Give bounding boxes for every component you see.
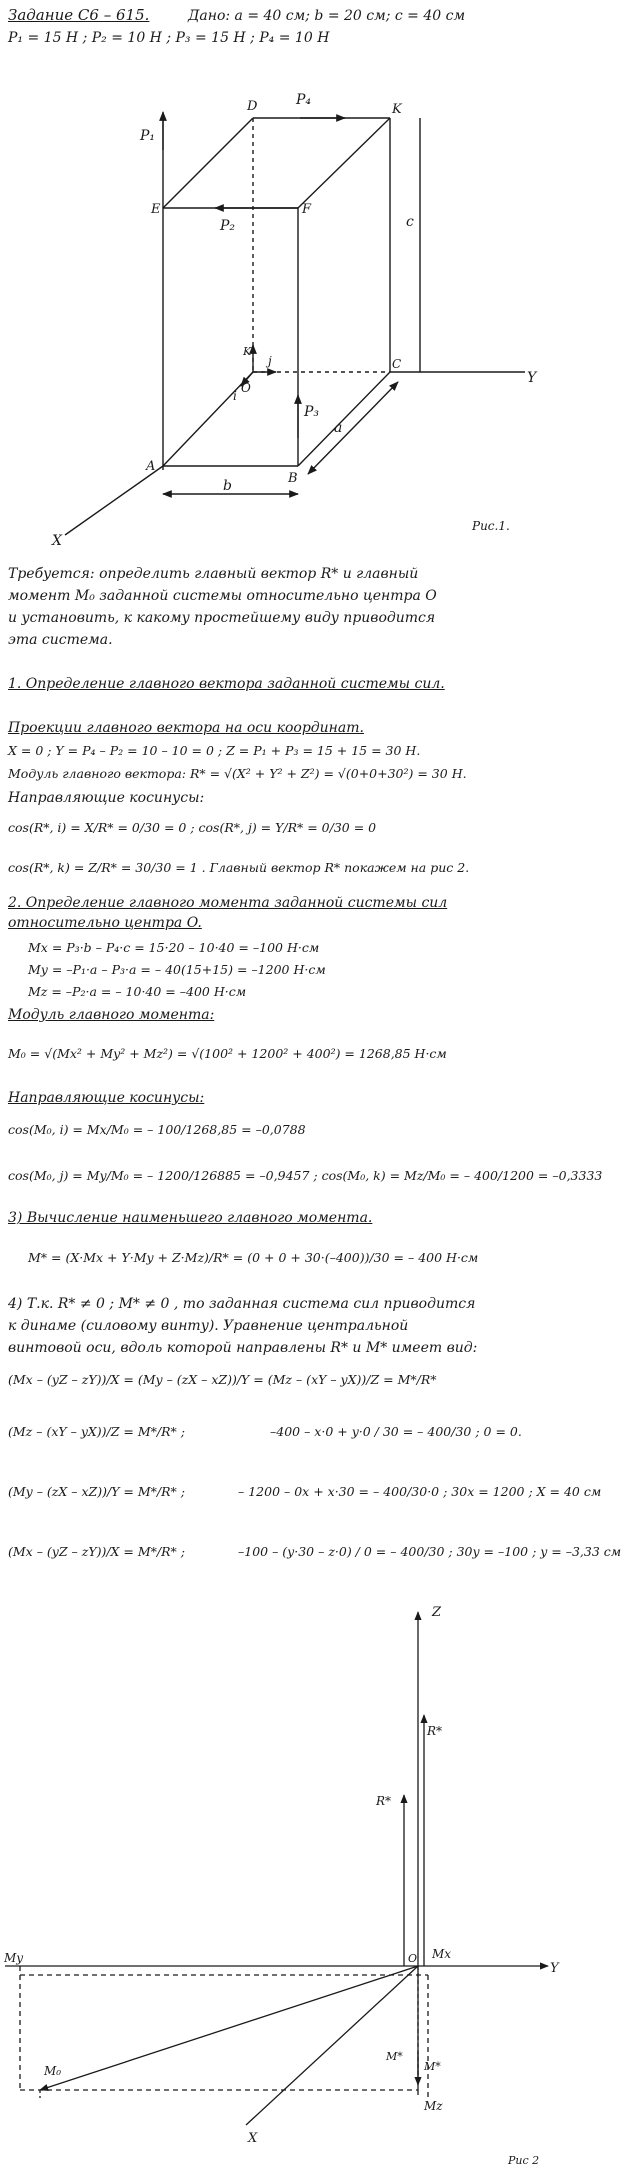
fig2-label-z: Z (432, 1605, 442, 1620)
fig2-label-x: X (248, 2131, 258, 2146)
figure-1-diagram (0, 0, 638, 560)
fig2-label-mo: M₀ (44, 2064, 62, 2078)
required-line-2: момент M₀ заданной системы относительно центра O (8, 588, 437, 604)
required-line-4: эта система. (8, 632, 113, 648)
x-axis-inner (163, 372, 253, 466)
s4-equation: (Mx – (yZ – zY))/X = (My – (zX – xZ))/Y = (Mz – (xY – yX))/Z = M*/R* (8, 1372, 437, 1387)
label-p3: P₃ (304, 404, 320, 420)
fig2-mo-vector (40, 1966, 418, 2090)
label-A: A (146, 459, 156, 474)
s4-line-3: винтовой оси, вдоль которой направлены R* и M* имеет вид: (8, 1340, 478, 1356)
s4-row3-right: –100 – (y·30 – z·0) / 0 = – 400/30 ; 30y = –100 ; y = –3,33 см (238, 1544, 622, 1559)
s4-row1-left: (Mz – (xY – yX))/Z = M*/R* ; (8, 1424, 185, 1439)
fig2-caption: Рис 2 (508, 2154, 540, 2167)
label-p4: P₄ (296, 92, 312, 108)
dim-a (308, 382, 398, 474)
fig2-label-mz: Mz (424, 2099, 443, 2113)
label-E: E (151, 202, 161, 217)
label-O: O (241, 381, 251, 395)
required-line-3: и установить, к какому простейшему виду приводится (8, 610, 436, 626)
given-forces: P₁ = 15 Н ; P₂ = 10 Н ; P₃ = 15 Н ; P₄ = 10 Н (8, 30, 330, 46)
label-c: c (406, 214, 414, 230)
label-p1: P₁ (140, 128, 156, 144)
s2-modulus: M₀ = √(Mx² + My² + Mz²) = √(100² + 1200² + 400²) = 1268,85 Н·см (8, 1046, 447, 1061)
task-title: Задание С6 – 615. (8, 6, 150, 24)
s4-row3-left: (Mx – (yZ – zY))/X = M*/R* ; (8, 1544, 185, 1559)
s3-formula: M* = (X·Mx + Y·My + Z·Mz)/R* = (0 + 0 + 30·(–400))/30 = – 400 Н·см (28, 1250, 479, 1265)
s4-line-1: 4) Т.к. R* ≠ 0 ; M* ≠ 0 , то заданная система сил приводится (8, 1296, 476, 1312)
s4-line-2: к динаме (силовому винту). Уравнение центральной (8, 1318, 409, 1334)
s2-cos-line-2: cos(M₀, j) = My/M₀ = – 1200/126885 = –0,9457 ; cos(M₀, k) = Mz/M₀ = – 400/1200 = –0,3333 (8, 1168, 603, 1183)
s1-title: 1. Определение главного вектора заданной системы сил. (8, 676, 445, 692)
fig2-label-o: O (408, 1952, 418, 1965)
fig2-label-mx: Mx (432, 1947, 452, 1961)
s2-cos-line-1: cos(M₀, i) = Mx/M₀ = – 100/1268,85 = –0,0788 (8, 1122, 306, 1137)
label-y: Y (527, 370, 537, 386)
s1-cos-line-1: cos(R*, i) = X/R* = 0/30 = 0 ; cos(R*, j) = Y/R* = 0/30 = 0 (8, 820, 377, 835)
s2-my: My = –P₁·a – P₃·a = – 40(15+15) = –1200 Н·см (28, 962, 326, 977)
fig2-label-mstar-2: M* (424, 2060, 441, 2073)
edge-DE (163, 118, 253, 208)
fig2-label-rstar: R* (427, 1724, 443, 1738)
s2-title-1: 2. Определение главного момента заданной системы сил (8, 895, 448, 911)
s2-mx: Mx = P₃·b – P₄·c = 15·20 – 10·40 = –100 Н·см (28, 940, 320, 955)
label-j: j (268, 354, 272, 368)
fig2-label-y: Y (550, 1961, 559, 1976)
x-axis (65, 466, 163, 535)
label-i: i (233, 389, 237, 403)
edge-KF (298, 118, 390, 208)
fig2-label-my: My (4, 1951, 24, 1965)
fig1-caption: Рис.1. (472, 519, 510, 533)
s1-cos-title: Направляющие косинусы: (8, 790, 205, 806)
label-K: K (392, 102, 402, 117)
s2-mz: Mz = –P₂·a = – 10·40 = –400 Н·см (28, 984, 247, 999)
s4-row1-right: –400 – x·0 + y·0 / 30 = – 400/30 ; 0 = 0. (270, 1424, 522, 1439)
fig2-x-axis (246, 1966, 418, 2125)
s2-mod-title: Модуль главного момента: (8, 1007, 215, 1023)
s1-proj-title: Проекции главного вектора на оси координат. (8, 720, 364, 736)
label-D: D (247, 99, 258, 114)
s1-projections: X = 0 ; Y = P₄ – P₂ = 10 – 10 = 0 ; Z = P₁ + P₃ = 15 + 15 = 30 Н. (8, 743, 421, 758)
required-line-1: Требуется: определить главный вектор R* и главный (8, 566, 419, 582)
label-F: F (302, 202, 312, 217)
s4-row2-right: – 1200 – 0x + x·30 = – 400/30·0 ; 30x = 1200 ; X = 40 см (238, 1484, 602, 1499)
label-x: X (52, 533, 62, 549)
given-dimensions: Дано: a = 40 см; b = 20 см; c = 40 см (188, 8, 466, 24)
label-b: b (223, 478, 232, 494)
s1-cos-line-2: cos(R*, k) = Z/R* = 30/30 = 1 . Главный вектор R* покажем на рис 2. (8, 860, 470, 875)
s3-title: 3) Вычисление наименьшего главного момента. (8, 1210, 373, 1226)
s4-row2-left: (My – (zX – xZ))/Y = M*/R* ; (8, 1484, 185, 1499)
label-C: C (392, 357, 402, 371)
label-k: K (243, 345, 252, 358)
s2-cos-title: Направляющие косинусы: (8, 1090, 205, 1106)
label-B: B (288, 471, 298, 486)
s1-modulus: Модуль главного вектора: R* = √(X² + Y² + Z²) = √(0+0+30²) = 30 Н. (8, 766, 467, 781)
label-p2: P₂ (220, 218, 236, 234)
fig2-label-rstar-2: R* (376, 1794, 392, 1808)
s2-title-2: относительно центра O. (8, 915, 202, 931)
label-a: a (334, 420, 343, 436)
fig2-label-mstar: M* (386, 2050, 403, 2063)
